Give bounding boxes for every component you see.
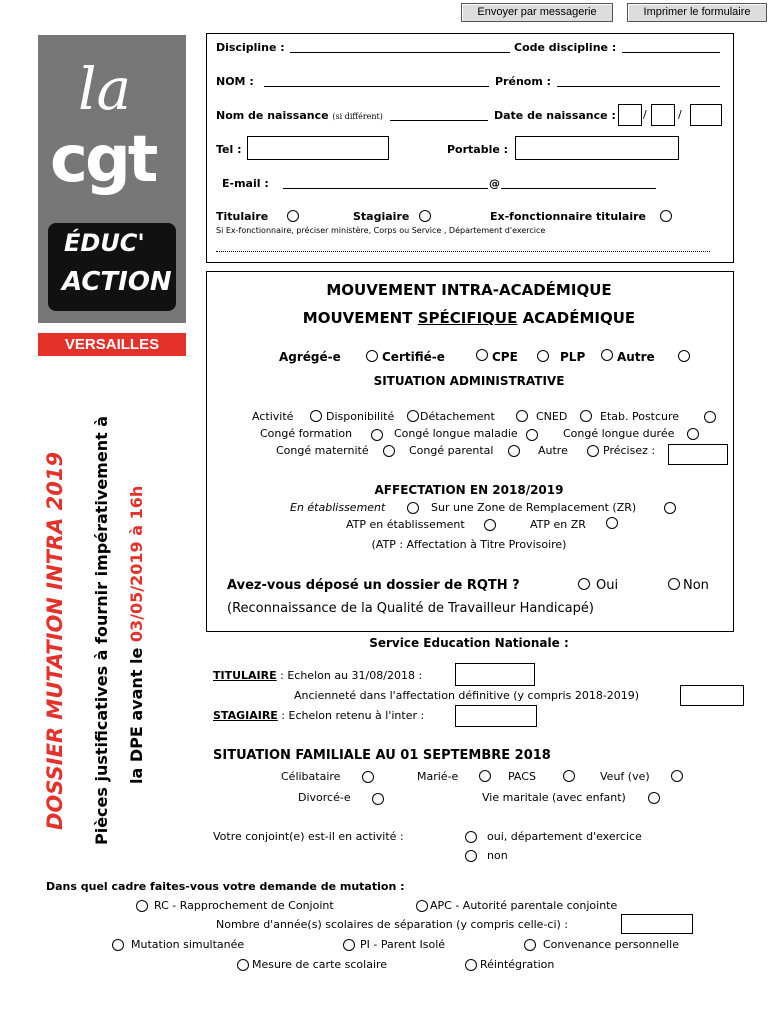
ex-fonctionnaire-detail-field[interactable]	[216, 251, 710, 252]
email-user-field[interactable]	[283, 188, 488, 189]
sit-longue-duree-label: Congé longue durée	[563, 427, 675, 440]
titulaire-label: Titulaire	[216, 210, 269, 223]
famille-title: SITUATION FAMILIALE AU 01 SEPTEMBRE 2018	[213, 748, 551, 763]
stagiaire-label: Stagiaire	[353, 210, 410, 223]
tel-field[interactable]	[247, 136, 389, 160]
email-at: @	[489, 177, 500, 190]
nom-label: NOM :	[216, 75, 254, 88]
titulaire-radio[interactable]	[287, 210, 299, 222]
carte-scolaire-radio[interactable]	[237, 959, 249, 971]
print-form-button[interactable]: Imprimer le formulaire	[627, 3, 767, 22]
aff-zr-radio[interactable]	[664, 502, 676, 514]
aff-etablissement-label: En établissement	[290, 501, 386, 514]
anciennete-label: Ancienneté dans l'affectation définitive (y compris 2018-2019)	[294, 689, 640, 702]
grade-agrege-label: Agrégé-e	[279, 350, 341, 364]
sit-detachement-radio[interactable]	[516, 410, 528, 422]
sit-detachement-label: Détachement	[420, 410, 495, 423]
marie-label: Marié-e	[417, 770, 459, 783]
sit-activite-label: Activité	[252, 410, 294, 423]
mouvement-specifique-title	[206, 309, 732, 327]
divorce-label: Divorcé-e	[298, 791, 351, 804]
titulaire-word: TITULAIRE	[213, 669, 277, 682]
code-discipline-label: Code discipline :	[514, 41, 617, 54]
rqth-oui-label: Oui	[596, 578, 619, 593]
grade-certifie-radio[interactable]	[476, 349, 488, 361]
veuf-label: Veuf (ve)	[600, 770, 650, 783]
conjoint-oui-label: oui, département d'exercice	[487, 830, 642, 843]
sit-postcure-radio[interactable]	[704, 411, 716, 423]
simultanee-label: Mutation simultanée	[131, 938, 245, 951]
logo-cgt: cgt	[50, 123, 156, 197]
affectation-title: AFFECTATION EN 2018/2019	[374, 483, 564, 497]
ex-fonctionnaire-radio[interactable]	[660, 210, 672, 222]
grade-plp-radio[interactable]	[601, 349, 613, 361]
sit-disponibilite-radio[interactable]	[407, 410, 419, 422]
sit-autre-label: Autre	[538, 444, 568, 457]
echelon-inter-field[interactable]	[455, 705, 537, 727]
logo-educ: ÉDUC'	[64, 229, 145, 257]
situation-admin-title: SITUATION ADMINISTRATIVE	[373, 374, 565, 388]
specifique-word: SPÉCIFIQUE	[417, 309, 518, 327]
discipline-field[interactable]	[290, 52, 510, 53]
portable-label: Portable :	[447, 143, 509, 156]
prenom-field[interactable]	[557, 86, 720, 87]
email-label: E-mail :	[222, 177, 269, 190]
carte-scolaire-label: Mesure de carte scolaire	[252, 958, 388, 971]
ex-fonctionnaire-note: Si Ex-fonctionnaire, préciser ministère, Corps ou Service , Département d'exercice	[216, 226, 546, 235]
discipline-label: Discipline :	[216, 41, 285, 54]
sit-disponibilite-label: Disponibilité	[326, 410, 395, 423]
annees-separation-field[interactable]	[621, 914, 693, 934]
birth-month-field[interactable]	[651, 104, 675, 126]
veuf-radio[interactable]	[671, 770, 683, 782]
region-banner: VERSAILLES	[38, 333, 186, 356]
pi-radio[interactable]	[343, 939, 355, 951]
code-discipline-field[interactable]	[622, 52, 720, 53]
logo-action: ACTION	[62, 267, 172, 297]
prenom-label: Prénom :	[495, 75, 552, 88]
celibataire-radio[interactable]	[362, 771, 374, 783]
mouvement-suffix: ACADÉMIQUE	[517, 309, 636, 327]
sit-longue-duree-radio[interactable]	[687, 428, 699, 440]
conjoint-non-radio[interactable]	[465, 850, 477, 862]
rc-label: RC - Rapprochement de Conjoint	[154, 899, 334, 912]
rqth-full-name: (Reconnaissance de la Qualité de Travailleur Handicapé)	[227, 601, 594, 616]
rc-radio[interactable]	[136, 900, 148, 912]
sit-parental-label: Congé parental	[409, 444, 494, 457]
sit-conge-formation-label: Congé formation	[260, 427, 353, 440]
cgt-educ-action-logo	[38, 35, 186, 323]
rqth-non-radio[interactable]	[668, 578, 680, 590]
sit-autre-radio[interactable]	[587, 445, 599, 457]
date-slash-2: /	[678, 108, 682, 121]
dpe-prefix: la DPE avant le	[127, 642, 146, 784]
sit-longue-maladie-label: Congé longue maladie	[394, 427, 518, 440]
sit-conge-formation-radio[interactable]	[371, 429, 383, 441]
stagiaire-echelon-label	[213, 709, 424, 722]
date-naissance-label: Date de naissance :	[494, 109, 616, 122]
grade-agrege-radio[interactable]	[366, 350, 378, 362]
echelon-inter-text: : Echelon retenu à l'inter :	[277, 709, 425, 722]
pacs-radio[interactable]	[563, 770, 575, 782]
nom-naissance-text: Nom de naissance	[216, 109, 329, 122]
divorce-radio[interactable]	[372, 793, 384, 805]
aff-atp-etab-label: ATP en établissement	[346, 518, 465, 531]
atp-note: (ATP : Affectation à Titre Provisoire)	[371, 538, 567, 551]
pieces-notice: Pièces justificatives à fournir impérativement à	[92, 415, 111, 845]
ex-fonctionnaire-label: Ex-fonctionnaire titulaire	[490, 210, 646, 223]
logo-educ-badge	[48, 223, 176, 311]
logo-la: la	[78, 55, 132, 123]
sit-activite-radio[interactable]	[310, 410, 322, 422]
birth-year-field[interactable]	[690, 104, 722, 126]
titulaire-echelon-label	[213, 669, 422, 682]
send-by-message-button[interactable]: Envoyer par messagerie	[461, 3, 613, 22]
apc-radio[interactable]	[416, 900, 428, 912]
sit-precisez-field[interactable]	[668, 444, 728, 465]
sit-cned-radio[interactable]	[580, 410, 592, 422]
email-domain-field[interactable]	[501, 188, 656, 189]
echelon-field[interactable]	[455, 663, 535, 686]
dpe-deadline	[127, 486, 146, 784]
rqth-question: Avez-vous déposé un dossier de RQTH ?	[227, 578, 520, 593]
tel-label: Tel :	[216, 143, 242, 156]
grade-plp-label: PLP	[560, 350, 586, 364]
portable-field[interactable]	[515, 136, 679, 160]
sit-parental-radio[interactable]	[508, 445, 520, 457]
marie-radio[interactable]	[479, 770, 491, 782]
stagiaire-radio[interactable]	[419, 210, 431, 222]
birth-day-field[interactable]	[618, 104, 642, 126]
pacs-label: PACS	[508, 770, 536, 783]
sit-precisez-label: Précisez :	[603, 444, 656, 457]
grade-autre-label: Autre	[617, 350, 655, 364]
sit-maternite-radio[interactable]	[383, 445, 395, 457]
rqth-non-label: Non	[683, 578, 709, 593]
conjoint-question: Votre conjoint(e) est-il en activité :	[213, 830, 404, 843]
reintegration-radio[interactable]	[465, 959, 477, 971]
sit-maternite-label: Congé maternité	[276, 444, 369, 457]
aff-etablissement-radio[interactable]	[407, 502, 419, 514]
grade-cpe-label: CPE	[492, 350, 518, 364]
grade-cpe-radio[interactable]	[537, 350, 549, 362]
mouvement-prefix: MOUVEMENT	[302, 309, 418, 327]
vie-maritale-radio[interactable]	[648, 792, 660, 804]
aff-atp-etab-radio[interactable]	[484, 519, 496, 531]
nom-naissance-label	[216, 109, 383, 122]
dossier-title: DOSSIER MUTATION INTRA 2019	[43, 451, 67, 830]
sit-cned-label: CNED	[536, 410, 568, 423]
aff-atp-zr-label: ATP en ZR	[530, 518, 586, 531]
aff-atp-zr-radio[interactable]	[606, 517, 618, 529]
reintegration-label: Réintégration	[480, 958, 555, 971]
sit-longue-maladie-radio[interactable]	[526, 429, 538, 441]
nom-field[interactable]	[264, 86, 489, 87]
convenance-label: Convenance personnelle	[543, 938, 679, 951]
mouvement-intra-title: MOUVEMENT INTRA-ACADÉMIQUE	[326, 281, 612, 299]
aff-zr-label: Sur une Zone de Remplacement (ZR)	[431, 501, 637, 514]
date-slash-1: /	[643, 108, 647, 121]
grade-autre-radio[interactable]	[678, 350, 690, 362]
simultanee-radio[interactable]	[112, 939, 124, 951]
conjoint-non-label: non	[487, 849, 508, 862]
grade-certifie-label: Certifié-e	[382, 350, 445, 364]
cadre-title: Dans quel cadre faites-vous votre demande de mutation :	[46, 880, 405, 893]
convenance-radio[interactable]	[524, 939, 536, 951]
apc-label: APC - Autorité parentale conjointe	[430, 899, 618, 912]
si-different-note: (si différent)	[332, 112, 383, 121]
echelon-text: : Echelon au 31/08/2018 :	[276, 669, 423, 682]
anciennete-field[interactable]	[680, 685, 744, 706]
dpe-date: 03/05/2019 à 16h	[127, 485, 146, 643]
conjoint-oui-radio[interactable]	[465, 831, 477, 843]
vie-maritale-label: Vie maritale (avec enfant)	[482, 791, 626, 804]
annees-separation-label: Nombre d'année(s) scolaires de séparation (y compris celle-ci) :	[216, 918, 569, 931]
service-title: Service Education Nationale :	[369, 636, 569, 650]
stagiaire-word: STAGIAIRE	[213, 709, 278, 722]
sit-postcure-label: Etab. Postcure	[600, 410, 680, 423]
celibataire-label: Célibataire	[281, 770, 341, 783]
rqth-oui-radio[interactable]	[578, 578, 590, 590]
pi-label: PI - Parent Isolé	[360, 938, 446, 951]
nom-naissance-field[interactable]	[390, 120, 488, 121]
